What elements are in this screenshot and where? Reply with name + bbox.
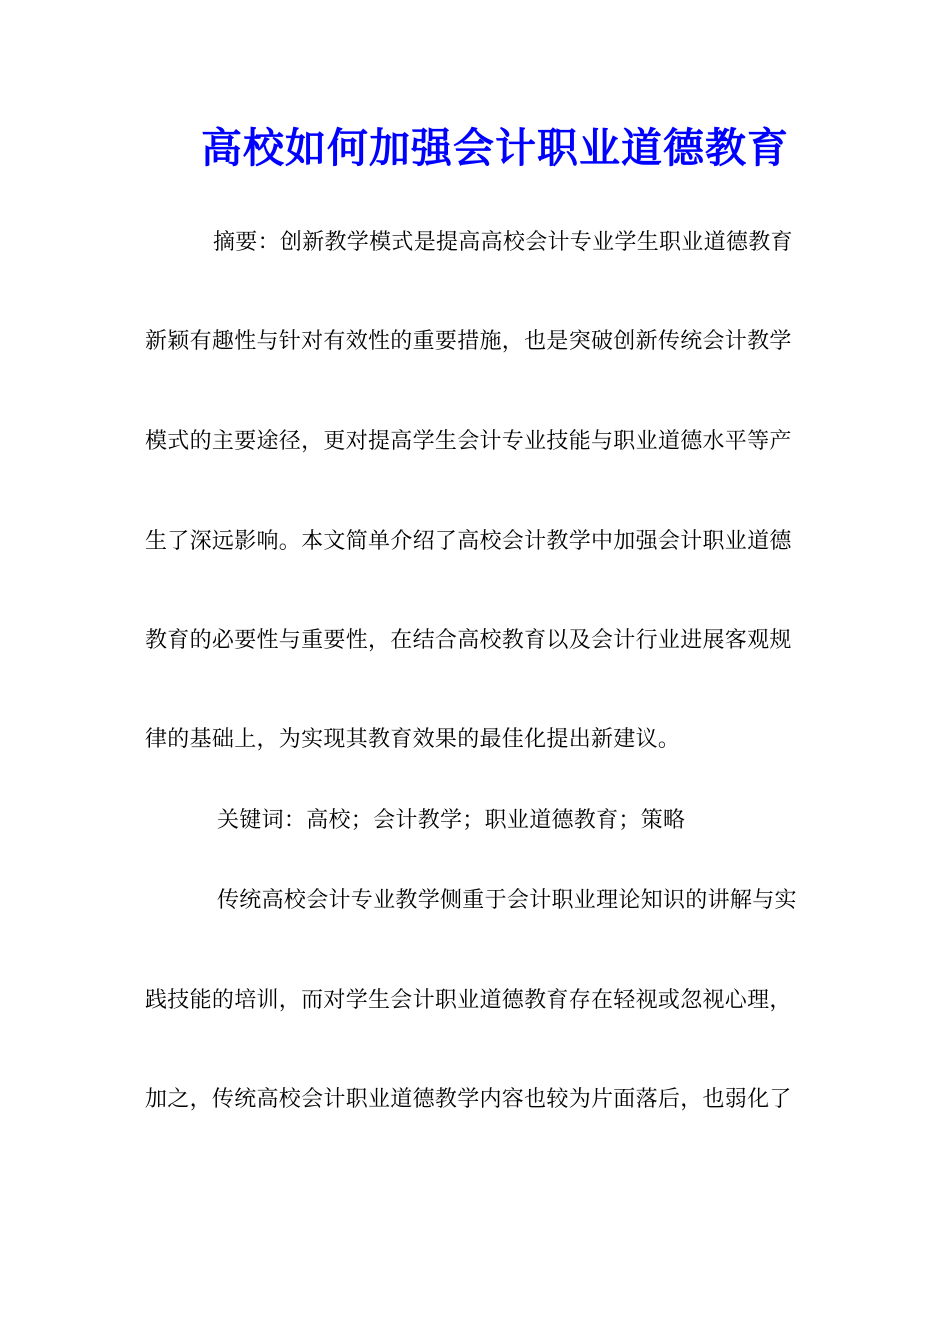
body-line-1: 传统高校会计专业教学侧重于会计职业理论知识的讲解与实: [217, 888, 797, 913]
abstract-line-2: 新颖有趣性与针对有效性的重要措施，也是突破创新传统会计教学: [145, 329, 792, 354]
abstract-line-1: 摘要：创新教学模式是提高高校会计专业学生职业道德教育: [213, 230, 793, 255]
keywords-line: 关键词：高校；会计教学；职业道德教育；策略: [217, 808, 686, 833]
abstract-line-5: 教育的必要性与重要性，在结合高校教育以及会计行业进展客观规: [145, 628, 792, 653]
body-line-3: 加之，传统高校会计职业道德教学内容也较为片面落后，也弱化了: [145, 1087, 792, 1112]
document-title: 高校如何加强会计职业道德教育: [201, 124, 789, 172]
abstract-line-4: 生了深远影响。本文简单介绍了高校会计教学中加强会计职业道德: [145, 529, 792, 554]
abstract-line-3: 模式的主要途径，更对提高学生会计专业技能与职业道德水平等产: [145, 429, 792, 454]
body-line-2: 践技能的培训，而对学生会计职业道德教育存在轻视或忽视心理，: [145, 988, 792, 1013]
abstract-line-6: 律的基础上，为实现其教育效果的最佳化提出新建议。: [145, 727, 681, 752]
